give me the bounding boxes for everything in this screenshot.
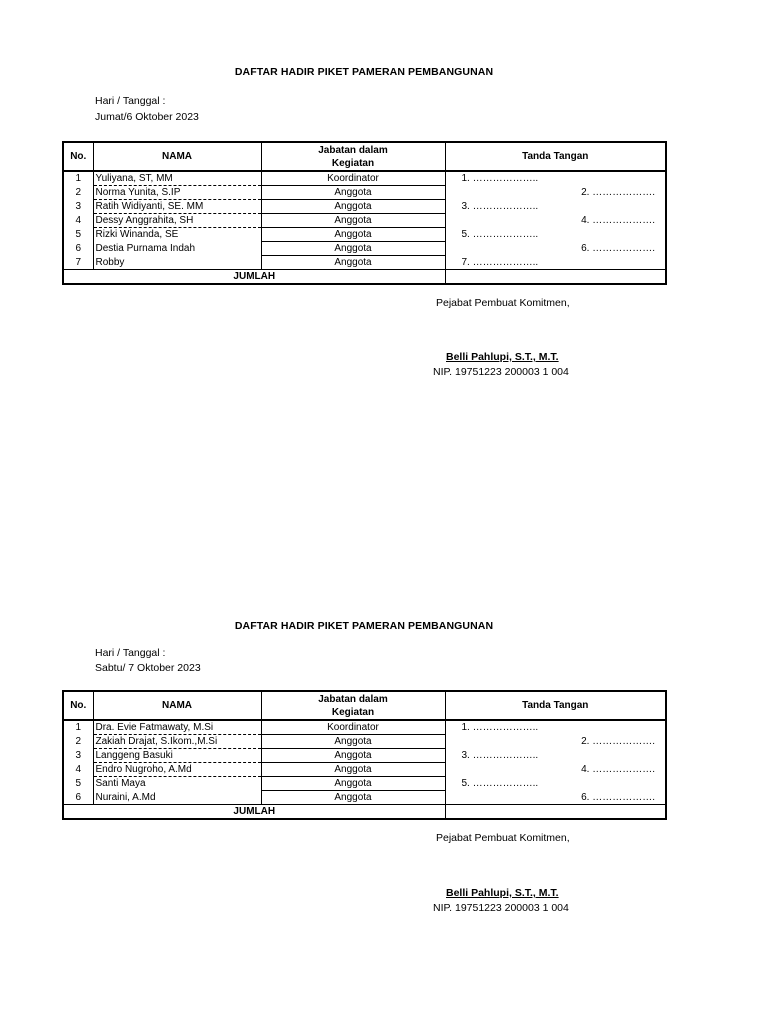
row-signature[interactable]: 1. ……………….. xyxy=(461,722,539,734)
row-signature[interactable]: 5. ……………….. xyxy=(461,229,539,240)
jumlah-label: JUMLAH xyxy=(63,270,445,285)
row-signature[interactable]: 1. ……………….. xyxy=(461,173,539,185)
row-jabatan: Koordinator xyxy=(261,171,445,186)
date-label: Hari / Tanggal : xyxy=(95,647,166,659)
jumlah-value[interactable] xyxy=(445,270,666,285)
signatory-role: Pejabat Pembuat Komitmen, xyxy=(436,297,570,309)
date-value: Sabtu/ 7 Oktober 2023 xyxy=(95,662,201,674)
row-nama: Norma Yunita, S.IP xyxy=(93,186,261,200)
table-header-row xyxy=(63,142,666,171)
row-no: 6 xyxy=(63,242,93,256)
row-nama: Dessy Anggrahita, SH xyxy=(93,214,261,228)
signatory-nip: NIP. 19751223 200003 1 004 xyxy=(433,902,569,914)
header-jabatan-line1: Jabatan dalam xyxy=(318,693,388,705)
header-jabatan-line1: Jabatan dalam xyxy=(318,144,388,156)
header-jabatan-line2: Kegiatan xyxy=(331,157,375,169)
header-nama: NAMA xyxy=(93,142,261,171)
table-row xyxy=(63,763,666,777)
row-jabatan: Anggota xyxy=(261,749,445,763)
table-row xyxy=(63,777,666,791)
row-signature[interactable]: 3. ……………….. xyxy=(461,750,539,761)
row-signature[interactable]: 3. ……………….. xyxy=(461,201,539,212)
row-no: 3 xyxy=(63,200,93,214)
attendance-table xyxy=(62,690,667,820)
table-row xyxy=(63,171,666,186)
row-nama: Ratih Widiyanti, SE. MM xyxy=(93,200,261,214)
header-no: No. xyxy=(63,142,93,171)
table-row xyxy=(63,256,666,270)
header-nama: NAMA xyxy=(93,691,261,720)
sheet-title: DAFTAR HADIR PIKET PAMERAN PEMBANGUNAN xyxy=(234,66,494,78)
header-jabatan xyxy=(261,142,445,171)
row-nama: Endro Nugroho, A.Md xyxy=(93,763,261,777)
table-row xyxy=(63,720,666,735)
signatory-name: Belli Pahlupi, S.T., M.T. xyxy=(446,351,559,363)
row-no: 1 xyxy=(63,171,93,186)
row-no: 4 xyxy=(63,214,93,228)
row-no: 4 xyxy=(63,763,93,777)
row-jabatan: Anggota xyxy=(261,256,445,270)
row-jabatan: Anggota xyxy=(261,228,445,242)
row-signature[interactable]: 4. ………………. xyxy=(581,764,655,775)
row-nama: Dra. Evie Fatmawaty, M.Si xyxy=(93,720,261,735)
row-nama: Robby xyxy=(93,256,261,270)
header-ttd: Tanda Tangan xyxy=(445,691,666,720)
row-no: 5 xyxy=(63,228,93,242)
total-row xyxy=(63,270,666,285)
row-no: 5 xyxy=(63,777,93,791)
signatory-role: Pejabat Pembuat Komitmen, xyxy=(436,832,570,844)
jumlah-label: JUMLAH xyxy=(63,805,445,820)
signatory-name: Belli Pahlupi, S.T., M.T. xyxy=(446,887,559,899)
row-nama: Yuliyana, ST, MM xyxy=(93,171,261,186)
table-row xyxy=(63,214,666,228)
table-row xyxy=(63,791,666,805)
row-no: 7 xyxy=(63,256,93,270)
row-nama: Rizki Winanda, SE xyxy=(93,228,261,242)
row-nama: Langgeng Basuki xyxy=(93,749,261,763)
row-jabatan: Anggota xyxy=(261,186,445,200)
header-no: No. xyxy=(63,691,93,720)
attendance-table xyxy=(62,141,667,285)
row-signature[interactable]: 7. ……………….. xyxy=(461,256,539,268)
row-nama: Zakiah Drajat, S.Ikom.,M.Si xyxy=(93,735,261,749)
row-signature[interactable]: 5. ……………….. xyxy=(461,778,539,789)
row-signature[interactable]: 2. ………………. xyxy=(581,187,655,198)
row-jabatan: Anggota xyxy=(261,200,445,214)
row-nama: Destia Purnama Indah xyxy=(93,242,261,256)
row-no: 2 xyxy=(63,186,93,200)
row-jabatan: Anggota xyxy=(261,791,445,805)
row-jabatan: Anggota xyxy=(261,763,445,777)
row-jabatan: Anggota xyxy=(261,735,445,749)
table-row xyxy=(63,200,666,214)
table-row xyxy=(63,749,666,763)
row-nama: Santi Maya xyxy=(93,777,261,791)
table-header-row xyxy=(63,691,666,720)
table-row xyxy=(63,735,666,749)
row-jabatan: Anggota xyxy=(261,242,445,256)
date-label: Hari / Tanggal : xyxy=(95,95,166,107)
row-jabatan: Anggota xyxy=(261,777,445,791)
jumlah-value[interactable] xyxy=(445,805,666,820)
signatory-nip: NIP. 19751223 200003 1 004 xyxy=(433,366,569,378)
row-jabatan: Anggota xyxy=(261,214,445,228)
row-signature[interactable]: 6. ………………. xyxy=(581,243,655,254)
header-jabatan xyxy=(261,691,445,720)
row-jabatan: Koordinator xyxy=(261,720,445,735)
date-value: Jumat/6 Oktober 2023 xyxy=(95,111,199,123)
row-no: 2 xyxy=(63,735,93,749)
header-ttd: Tanda Tangan xyxy=(445,142,666,171)
row-nama: Nuraini, A.Md xyxy=(93,791,261,805)
row-no: 3 xyxy=(63,749,93,763)
table-row xyxy=(63,228,666,242)
row-signature[interactable]: 2. ………………. xyxy=(581,736,655,747)
sheet-title: DAFTAR HADIR PIKET PAMERAN PEMBANGUNAN xyxy=(234,620,494,632)
row-signature[interactable]: 4. ………………. xyxy=(581,215,655,226)
total-row xyxy=(63,805,666,820)
row-signature[interactable]: 6. ………………. xyxy=(581,791,655,803)
row-no: 1 xyxy=(63,720,93,735)
row-no: 6 xyxy=(63,791,93,805)
table-row xyxy=(63,186,666,200)
header-jabatan-line2: Kegiatan xyxy=(331,706,375,718)
table-row xyxy=(63,242,666,256)
